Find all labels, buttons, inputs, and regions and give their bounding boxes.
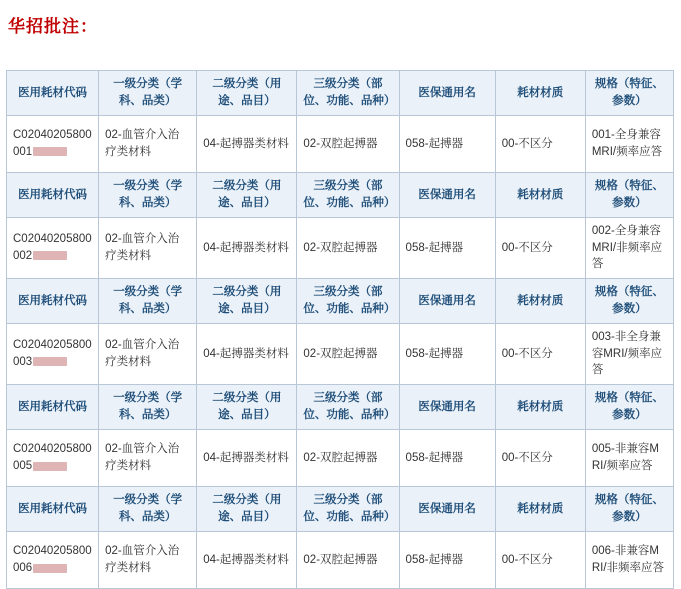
column-header: 三级分类（部位、功能、品种）	[297, 279, 399, 324]
cell-material-code	[7, 430, 99, 487]
cell-material-type: 00-不区分	[495, 218, 585, 279]
column-header: 耗材材质	[495, 385, 585, 430]
code-suffix: 00005	[13, 443, 92, 473]
table-header-row	[7, 487, 674, 532]
redaction-mark	[33, 251, 67, 260]
column-header: 规格（特征、参数）	[585, 279, 673, 324]
table-row	[7, 532, 674, 589]
cell-level3-category: 02-双腔起搏器	[297, 430, 399, 487]
cell-generic-name: 058-起搏器	[399, 532, 495, 589]
column-header: 二级分类（用途、品目）	[197, 279, 297, 324]
column-header: 耗材材质	[495, 279, 585, 324]
cell-level1-category: 02-血管介入治疗类材料	[99, 430, 197, 487]
table-row	[7, 218, 674, 279]
column-header: 耗材材质	[495, 173, 585, 218]
cell-specification: 005-非兼容MRI/频率应答	[585, 430, 673, 487]
column-header: 二级分类（用途、品目）	[197, 173, 297, 218]
column-header: 医保通用名	[399, 385, 495, 430]
cell-level2-category: 04-起搏器类材料	[197, 116, 297, 173]
cell-material-type: 00-不区分	[495, 116, 585, 173]
column-header: 规格（特征、参数）	[585, 487, 673, 532]
cell-specification: 001-全身兼容MRI/频率应答	[585, 116, 673, 173]
cell-material-code	[7, 532, 99, 589]
table-row	[7, 430, 674, 487]
cell-generic-name: 058-起搏器	[399, 218, 495, 279]
code-suffix: 00001	[13, 129, 92, 158]
cell-level2-category: 04-起搏器类材料	[197, 430, 297, 487]
column-header: 医保通用名	[399, 487, 495, 532]
page-title: 华招批注：	[8, 17, 98, 37]
redaction-mark	[33, 357, 67, 366]
cell-level3-category: 02-双腔起搏器	[297, 218, 399, 279]
column-header: 二级分类（用途、品目）	[197, 385, 297, 430]
column-header: 医用耗材代码	[7, 173, 99, 218]
cell-material-type: 00-不区分	[495, 324, 585, 385]
column-header: 三级分类（部位、功能、品种）	[297, 173, 399, 218]
cell-specification: 002-全身兼容MRI/非频率应答	[585, 218, 673, 279]
material-code-table-wrap	[6, 70, 674, 589]
material-code-table	[6, 70, 674, 589]
column-header: 三级分类（部位、功能、品种）	[297, 385, 399, 430]
cell-level1-category: 02-血管介入治疗类材料	[99, 116, 197, 173]
table-row	[7, 116, 674, 173]
code-suffix: 00002	[13, 233, 92, 262]
column-header: 医用耗材代码	[7, 279, 99, 324]
column-header: 一级分类（学科、品类）	[99, 173, 197, 218]
table-header-row	[7, 279, 674, 324]
cell-material-type: 00-不区分	[495, 532, 585, 589]
cell-generic-name: 058-起搏器	[399, 430, 495, 487]
redaction-mark	[33, 147, 67, 156]
column-header: 耗材材质	[495, 487, 585, 532]
code-prefix: C020402058	[13, 129, 79, 142]
code-prefix: C020402058	[13, 443, 79, 456]
column-header: 医保通用名	[399, 173, 495, 218]
table-row	[7, 324, 674, 385]
cell-level2-category: 04-起搏器类材料	[197, 532, 297, 589]
table-header-row	[7, 71, 674, 116]
code-prefix: C020402058	[13, 545, 79, 558]
column-header: 一级分类（学科、品类）	[99, 385, 197, 430]
cell-specification: 003-非全身兼容MRI/频率应答	[585, 324, 673, 385]
redaction-mark	[33, 564, 67, 573]
column-header: 一级分类（学科、品类）	[99, 71, 197, 116]
cell-level1-category: 02-血管介入治疗类材料	[99, 218, 197, 279]
cell-level1-category: 02-血管介入治疗类材料	[99, 532, 197, 589]
code-prefix: C020402058	[13, 339, 79, 352]
column-header: 一级分类（学科、品类）	[99, 487, 197, 532]
cell-generic-name: 058-起搏器	[399, 116, 495, 173]
table-header-row	[7, 385, 674, 430]
column-header: 三级分类（部位、功能、品种）	[297, 71, 399, 116]
column-header: 耗材材质	[495, 71, 585, 116]
column-header: 规格（特征、参数）	[585, 173, 673, 218]
column-header: 医用耗材代码	[7, 385, 99, 430]
code-suffix: 00006	[13, 545, 92, 575]
column-header: 二级分类（用途、品目）	[197, 487, 297, 532]
table-header-row	[7, 173, 674, 218]
cell-material-code	[7, 116, 99, 173]
code-prefix: C020402058	[13, 233, 79, 246]
column-header: 医用耗材代码	[7, 487, 99, 532]
cell-level3-category: 02-双腔起搏器	[297, 532, 399, 589]
column-header: 三级分类（部位、功能、品种）	[297, 487, 399, 532]
column-header: 医用耗材代码	[7, 71, 99, 116]
cell-level1-category: 02-血管介入治疗类材料	[99, 324, 197, 385]
table-body	[7, 71, 674, 589]
cell-level3-category: 02-双腔起搏器	[297, 116, 399, 173]
cell-material-type: 00-不区分	[495, 430, 585, 487]
column-header: 规格（特征、参数）	[585, 385, 673, 430]
column-header: 规格（特征、参数）	[585, 71, 673, 116]
cell-material-code	[7, 218, 99, 279]
cell-specification: 006-非兼容MRI/非频率应答	[585, 532, 673, 589]
column-header: 医保通用名	[399, 71, 495, 116]
column-header: 二级分类（用途、品目）	[197, 71, 297, 116]
cell-material-code	[7, 324, 99, 385]
cell-level3-category: 02-双腔起搏器	[297, 324, 399, 385]
column-header: 医保通用名	[399, 279, 495, 324]
column-header: 一级分类（学科、品类）	[99, 279, 197, 324]
cell-level2-category: 04-起搏器类材料	[197, 218, 297, 279]
cell-level2-category: 04-起搏器类材料	[197, 324, 297, 385]
cell-generic-name: 058-起搏器	[399, 324, 495, 385]
code-suffix: 00003	[13, 339, 92, 369]
redaction-mark	[33, 462, 67, 471]
